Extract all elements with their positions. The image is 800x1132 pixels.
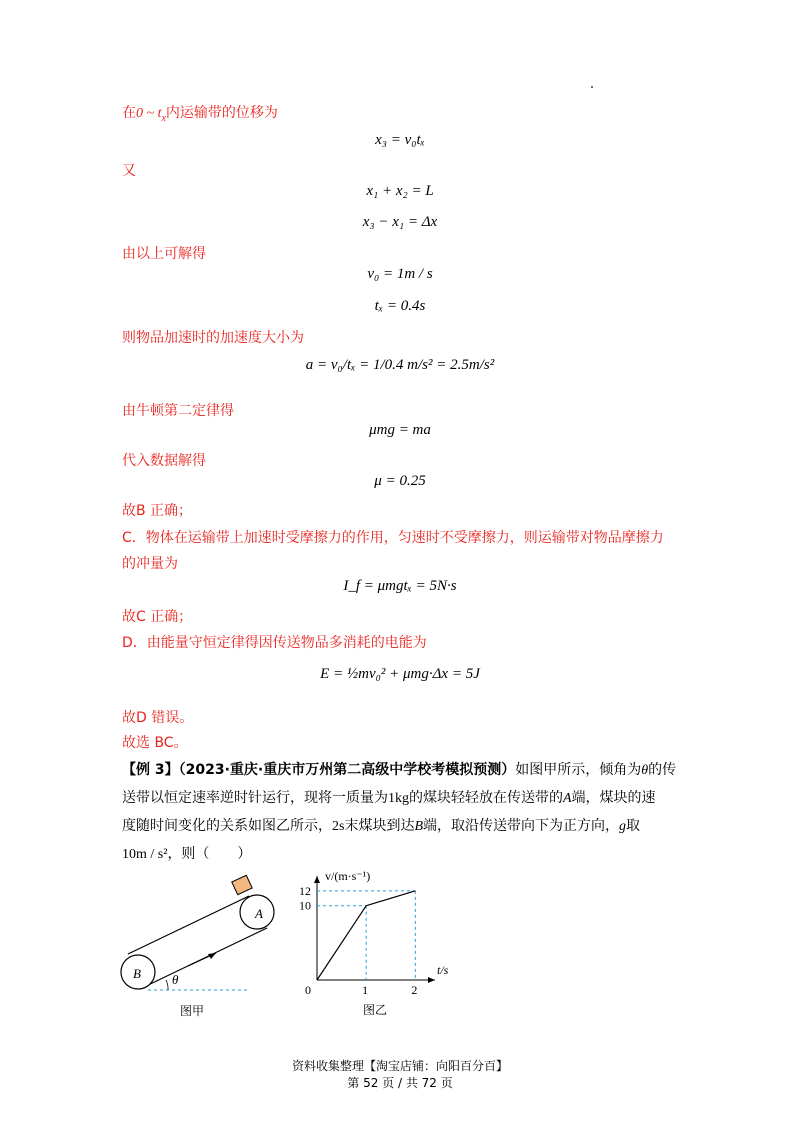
figure-conveyor <box>110 870 280 1020</box>
caption-a: 图甲 <box>180 1004 205 1018</box>
stray-dot <box>591 86 593 88</box>
x-tick-0: 0 <box>305 983 311 997</box>
b-correct: 故B 正确； <box>122 503 193 519</box>
displacement-intro: 在0 ~ $t_x$内运输带的位移为 <box>122 105 278 124</box>
eq-diff: x₃ − x₁ = Δx <box>362 214 438 230</box>
from-above-text: 由以上可解得 <box>122 246 206 262</box>
eq-energy: E = ½mv₀² + μmg·Δx = 5J <box>320 666 480 682</box>
example-line2: 送带以恒定速率逆时针运行，现将一质量为1kg的煤块轻轻放在传送带的A端，煤块的速 <box>122 790 656 806</box>
eq-x3: x₃ = v₀tₓ <box>375 132 425 148</box>
footer-page: 第 52 页 / 共 72 页 <box>347 1076 453 1090</box>
d-wrong: 故D 错误。 <box>122 710 194 726</box>
newton-intro: 由牛顿第二定律得 <box>122 403 234 419</box>
answer-text: 故选 BC。 <box>122 735 188 751</box>
angle-arc <box>166 980 168 990</box>
figure-vt-chart <box>295 866 470 1026</box>
example-line3: 度随时间变化的关系如图乙所示，2s末煤块到达B端，取沿传送带向下为正方向，g取 <box>122 818 641 834</box>
footer-source: 资料收集整理【淘宝店铺：向阳百分百】 <box>291 1059 508 1073</box>
eq-newton: μmg = ma <box>369 422 431 438</box>
x-tick-1: 1 <box>362 983 369 997</box>
eq-accel: a = v₀/tₓ = 1/0.4 m/s² = 2.5m/s² <box>305 357 495 373</box>
eq-impulse: I_f = μmgtₓ = 5N·s <box>343 578 457 594</box>
again-text: 又 <box>122 163 136 179</box>
c-correct: 故C 正确； <box>122 609 193 625</box>
subst-intro: 代入数据解得 <box>122 453 206 469</box>
x-tick-2: 2 <box>411 983 418 997</box>
y-axis-label: v/(m·s⁻¹) <box>325 869 371 883</box>
example-line1: 【例 3】（2023·重庆·重庆市万州第二高级中学校考模拟预测）如图甲所示，倾角为θ的传 <box>122 762 677 778</box>
option-d-line: D．由能量守恒定律得因传送物品多消耗的电能为 <box>122 635 427 651</box>
option-c-line2: 的冲量为 <box>122 556 178 572</box>
label-a: A <box>255 906 263 921</box>
y-tick-10: 10 <box>299 898 311 913</box>
label-theta: θ <box>172 972 179 987</box>
y-tick-12: 12 <box>299 883 311 898</box>
eq-mu: μ = 0.25 <box>374 473 426 489</box>
caption-b: 图乙 <box>363 1003 388 1017</box>
option-c-line1: C．物体在运输带上加速时受摩擦力的作用，匀速时不受摩擦力，则运输带对物品摩擦力 <box>122 530 664 546</box>
x-axis-label: t/s <box>437 963 449 977</box>
accel-intro: 则物品加速时的加速度大小为 <box>122 330 304 346</box>
example-line4: 10m / s²，则（ ） <box>122 846 252 862</box>
label-b: B <box>133 966 141 981</box>
eq-v0: v₀ = 1m / s <box>367 266 433 282</box>
eq-sum: x₁ + x₂ = L <box>366 183 434 199</box>
eq-tx: tₓ = 0.4s <box>374 298 426 314</box>
coal-block <box>232 875 252 894</box>
